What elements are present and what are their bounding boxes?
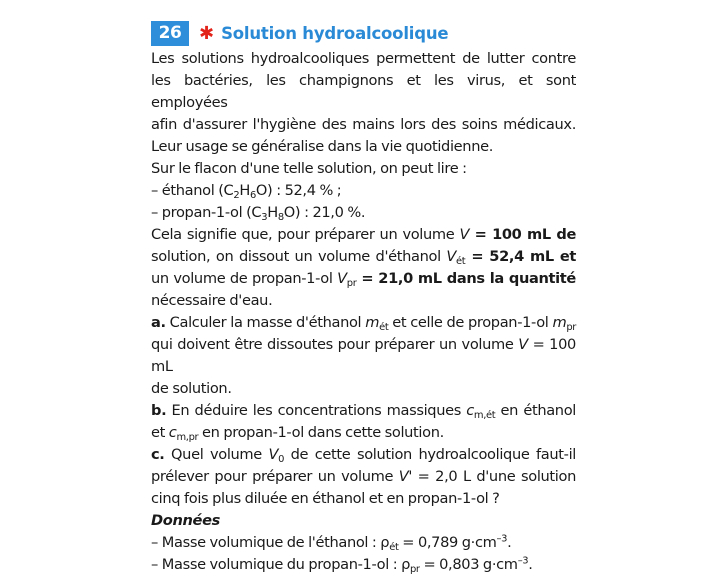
meaning-paragraph	[151, 224, 576, 312]
question-c	[151, 444, 576, 510]
exercise-header	[151, 21, 576, 46]
donnees-section	[151, 510, 576, 576]
question-label: c.	[151, 446, 165, 463]
question-line: qui doivent être dissoutes pour préparer un volume V = 100 mL	[151, 336, 576, 375]
exercise-title: Solution hydroalcoolique	[221, 24, 449, 43]
question-line: b. En déduire les concentrations massiques $c_{m,ét}$ en éthanol	[151, 402, 576, 421]
intro-line: Les solutions hydroalcooliques permettent de lutter contre	[151, 50, 576, 67]
intro-line: afin d'assurer l'hygiène des mains lors des soins médicaux.	[151, 116, 576, 133]
exercise-number-badge: 26	[151, 21, 189, 46]
question-line: prélever pour préparer un volume V' = 2,0 L d'une solution	[151, 468, 576, 485]
label-intro: Sur le flacon d'une telle solution, on peut lire :	[151, 160, 467, 177]
question-line: a. Calculer la masse d'éthanol $m_{ét}$ et celle de propan-1-ol $m_{pr}$	[151, 314, 576, 333]
question-a	[151, 312, 576, 400]
meaning-line: solution, on dissout un volume d'éthanol $V_{ét} = 52,4$ mL et	[151, 248, 576, 267]
donnees-title: Données	[151, 512, 220, 529]
question-label: b.	[151, 402, 167, 419]
exercise-26	[151, 21, 576, 576]
question-label: a.	[151, 314, 166, 331]
star-icon: ✱	[199, 23, 215, 44]
meaning-line: Cela signifie que, pour préparer un volume V = 100 mL de	[151, 226, 576, 243]
label-item-propanol: – propan-1-ol $(C_3H_8O)$ : 21,0 %.	[151, 204, 366, 223]
donnees-item-propanol-density: – Masse volumique du propan-1-ol : $\rho_{pr} = 0,803$ $g\cdot cm^{-3}$.	[151, 555, 533, 575]
ethanol-percentage: 52,4 % ;	[284, 182, 342, 199]
meaning-line: un volume de propan-1-ol $V_{pr} = 21,0$ mL dans la quantité	[151, 270, 576, 289]
question-line: de solution.	[151, 380, 232, 397]
question-line: et $c_{m,pr}$ en propan-1-ol dans cette solution.	[151, 424, 444, 443]
meaning-line: nécessaire d'eau.	[151, 292, 273, 309]
intro-line: Leur usage se généralise dans la vie quotidienne.	[151, 138, 494, 155]
question-b	[151, 400, 576, 444]
label-item-ethanol: – éthanol $(C_2H_6O)$ : 52,4 % ;	[151, 182, 342, 201]
propanol-percentage: 21,0 %.	[312, 204, 366, 221]
donnees-item-ethanol-density: – Masse volumique de l'éthanol : $\rho_{ét} = 0,789$ $g\cdot cm^{-3}$.	[151, 533, 512, 553]
question-line: c. Quel volume $V_0$ de cette solution hydroalcoolique faut-il	[151, 446, 576, 465]
label-section	[151, 158, 576, 224]
question-line: cinq fois plus diluée en éthanol et en propan-1-ol ?	[151, 490, 500, 507]
intro-paragraph	[151, 48, 576, 158]
intro-line: les bactéries, les champignons et les virus, et sont employées	[151, 72, 576, 111]
exercise-body	[151, 48, 576, 576]
